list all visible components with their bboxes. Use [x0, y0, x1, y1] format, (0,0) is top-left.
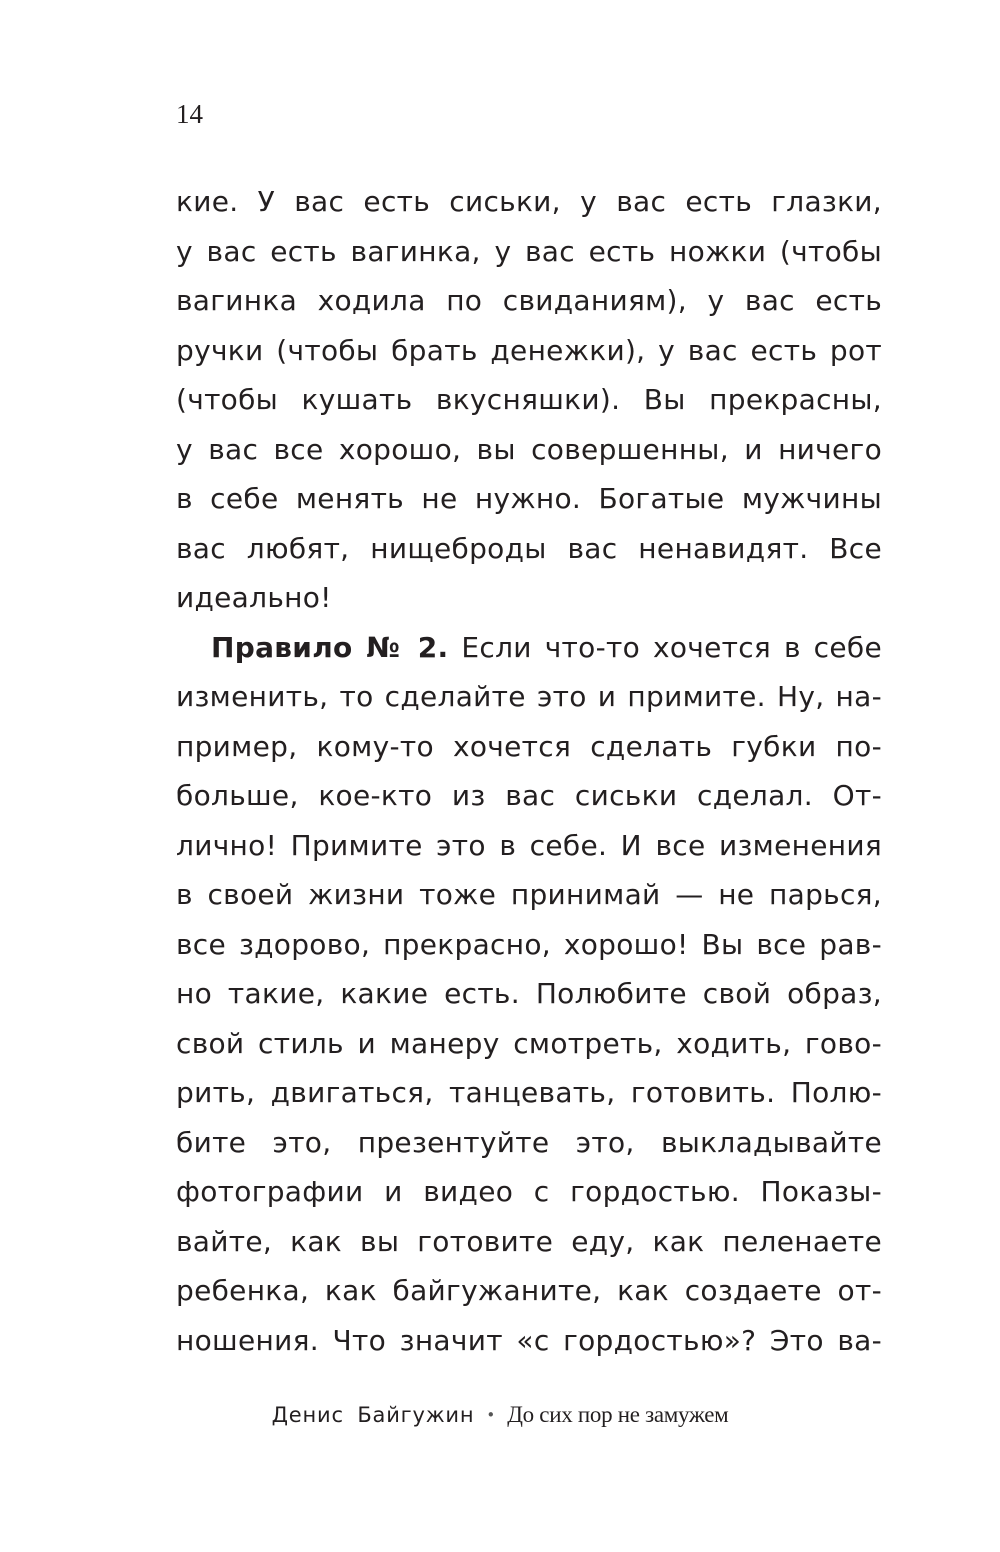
text-line: пример, кому-то хочется сделать губки по-: [176, 729, 882, 763]
text-line: в себе менять не нужно. Богатые мужчины: [176, 482, 882, 515]
text-line: изменить, то сделайте это и примите. Ну, на-: [176, 680, 882, 713]
text-line: у вас есть вагинка, у вас есть ножки (чтобы: [176, 234, 882, 268]
text-line: (чтобы кушать вкусняшки). Вы прекрасны,: [176, 383, 882, 416]
text-line: ручки (чтобы брать денежки), у вас есть рот: [176, 333, 882, 367]
text-line: вайте, как вы готовите еду, как пеленаете: [176, 1224, 882, 1258]
text-line: но такие, какие есть. Полюбите свой образ,: [176, 977, 882, 1010]
text-line: свой стиль и манеру смотреть, ходить, гово-: [176, 1026, 882, 1060]
page-footer: [0, 1402, 1000, 1428]
text-line: у вас все хорошо, вы совершенны, и ничего: [176, 432, 882, 466]
paragraph-2: [176, 623, 882, 1366]
text-line: больше, кое-кто из вас сиськи сделал. От-: [176, 779, 882, 812]
footer-separator: •: [486, 1406, 496, 1424]
paragraph-1: [176, 177, 882, 623]
text-line: бите это, презентуйте это, выкладывайте: [176, 1125, 882, 1159]
text-line: вас любят, нищеброды вас ненавидят. Все: [176, 531, 882, 565]
text-line: идеально!: [176, 581, 332, 614]
body-text: [176, 177, 882, 1365]
text-line: все здорово, прекрасно, хорошо! Вы все рав-: [176, 927, 882, 961]
text-line: ношения. Что значит «с гордостью»? Это ва-: [176, 1323, 882, 1357]
text-line: вагинка ходила по свиданиям), у вас есть: [176, 284, 882, 317]
text-line: кие. У вас есть сиськи, у вас есть глазки,: [176, 185, 882, 218]
text-line: ребенка, как байгужаните, как создаете от-: [176, 1274, 882, 1307]
rule-first-line-text: Если что-то хочется в себе: [448, 630, 883, 664]
text-line: [176, 623, 882, 673]
page-number: 14: [176, 99, 203, 129]
text-line: в своей жизни тоже принимай — не парься,: [176, 878, 882, 911]
text-line: рить, двигаться, танцевать, готовить. Полю-: [176, 1076, 882, 1109]
rule-heading: Правило № 2.: [211, 630, 449, 664]
text-line: лично! Примите это в себе. И все изменения: [176, 828, 882, 862]
footer-author: Денис Байгужин: [271, 1403, 475, 1427]
text-line: фотографии и видео с гордостью. Показы-: [176, 1175, 882, 1208]
footer-book-title: До сих пор не замужем: [507, 1402, 729, 1427]
